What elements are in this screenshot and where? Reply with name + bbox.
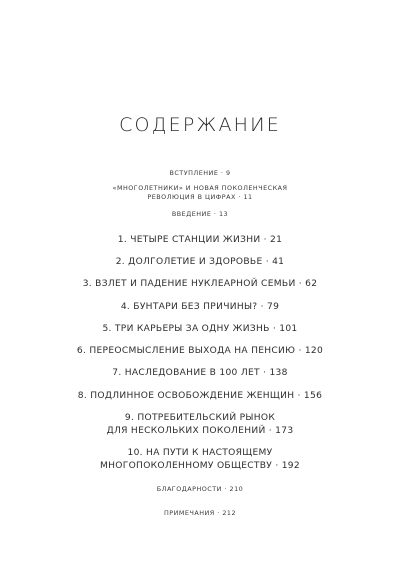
toc-chapter-6 [0, 345, 400, 358]
toc-entry-line: 8. ПОДЛИННОЕ ОСВОБОЖДЕНИЕ ЖЕНЩИН · 156 [77, 391, 323, 401]
toc-chapter-9 [0, 412, 400, 438]
toc-entry-line: ВСТУПЛЕНИЕ · 9 [169, 169, 231, 177]
toc-chapter-1 [0, 234, 400, 247]
toc-chapter-3 [0, 278, 400, 291]
toc-entry-longevity-in-numbers [0, 184, 400, 202]
toc-entry-line: 1. ЧЕТЫРЕ СТАНЦИИ ЖИЗНИ · 21 [117, 235, 283, 245]
toc-entry-introduction [0, 210, 400, 219]
toc-entry-line: ДЛЯ НЕСКОЛЬКИХ ПОКОЛЕНИЙ · 173 [106, 426, 294, 436]
toc-entry-line: РЕВОЛЮЦИЯ В ЦИФРАХ · 11 [147, 193, 253, 201]
toc-chapter-2 [0, 256, 400, 269]
toc-entry-line: 9. ПОТРЕБИТЕЛЬСКИЙ РЫНОК [124, 413, 276, 423]
toc-entry-line: БЛАГОДАРНОСТИ · 210 [156, 485, 244, 493]
toc-entry-acknowledgements [0, 485, 400, 494]
toc-entry-line: 4. БУНТАРИ БЕЗ ПРИЧИНЫ? · 79 [120, 302, 280, 312]
toc-chapter-5 [0, 323, 400, 336]
toc-entry-notes [0, 509, 400, 518]
toc-entry-line: 2. ДОЛГОЛЕТИЕ И ЗДОРОВЬЕ · 41 [115, 257, 285, 267]
toc-entry-preface [0, 169, 400, 178]
toc-entry-line: «МНОГОЛЕТНИКИ» И НОВАЯ ПОКОЛЕНЧЕСКАЯ [112, 184, 288, 192]
toc-entry-line: 7. НАСЛЕДОВАНИЕ В 100 ЛЕТ · 138 [112, 368, 288, 378]
toc-entry-line: МНОГОПОКОЛЕННОМУ ОБЩЕСТВУ · 192 [100, 461, 300, 471]
toc-title: СОДЕРЖАНИЕ [119, 114, 281, 136]
toc-entry-line: 3. ВЗЛЕТ И ПАДЕНИЕ НУКЛЕАРНОЙ СЕМЬИ · 62 [82, 279, 318, 289]
toc-entry-line: 10. НА ПУТИ К НАСТОЯЩЕМУ [127, 448, 273, 458]
toc-entry-line: 6. ПЕРЕОСМЫСЛЕНИЕ ВЫХОДА НА ПЕНСИЮ · 120 [76, 346, 324, 356]
toc-entry-line: ПРИМЕЧАНИЯ · 212 [163, 509, 237, 517]
toc-chapter-7 [0, 367, 400, 380]
toc-entry-line: 5. ТРИ КАРЬЕРЫ ЗА ОДНУ ЖИЗНЬ · 101 [102, 324, 298, 334]
toc-chapter-4 [0, 301, 400, 314]
toc-chapter-8 [0, 390, 400, 403]
toc-entry-line: ВВЕДЕНИЕ · 13 [171, 210, 229, 218]
toc-chapter-10 [0, 447, 400, 473]
